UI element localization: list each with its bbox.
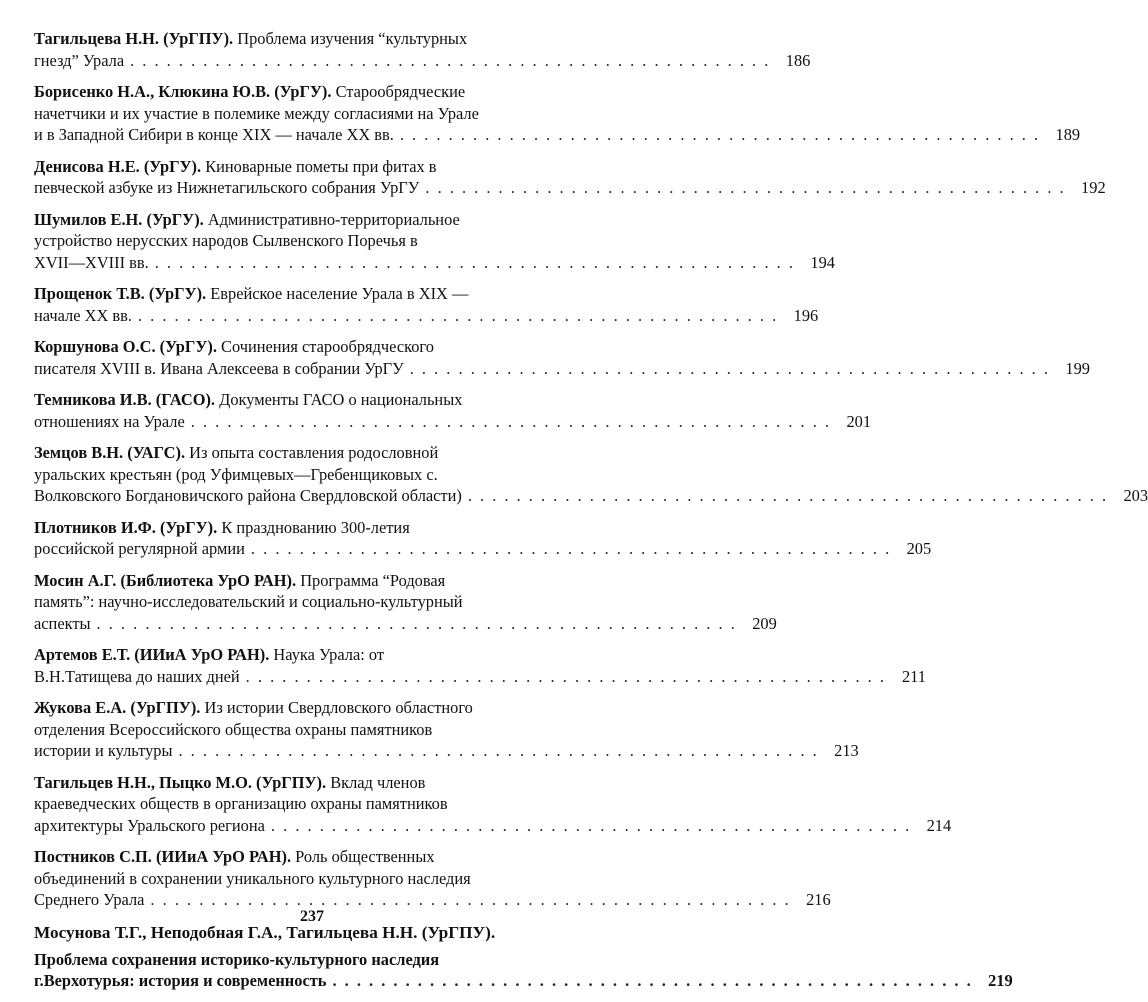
entry-title-text: Роль общественных	[295, 847, 435, 866]
entry-author: Денисова Н.Е. (УрГУ).	[34, 156, 202, 176]
leader-dots: . . . . . . . . . . . . . . . . . . . . . . . . . . . . . . . . . . . . . . . . . . . . . . . . . . . . .	[137, 305, 779, 325]
toc-entry	[34, 389, 872, 432]
entry-line	[34, 517, 578, 539]
entry-page-number: 205	[906, 539, 932, 558]
entry-line-text	[34, 613, 91, 635]
entry-author: Постников С.П. (ИИиА УрО РАН).	[34, 847, 292, 866]
entry-line	[34, 81, 578, 103]
entry-line-text	[34, 124, 394, 146]
entry-title-text: Из истории Свердловского областного	[204, 698, 473, 717]
entry-title-text: отделения Всероссийского общества охраны памятников	[34, 719, 433, 739]
leader-dots: . . . . . . . . . . . . . . . . . . . . . . . . . . . . . . . . . . . . . . . . . . . . . . . . . . . . .	[96, 613, 737, 633]
entry-line	[34, 815, 952, 837]
entry-line	[34, 177, 1106, 199]
entry-line	[34, 305, 819, 327]
entry-line	[34, 485, 1148, 507]
toc-entry	[34, 336, 1090, 379]
entry-title-text: Проблема изучения “культурных	[237, 29, 468, 48]
toc-entry	[34, 81, 1081, 146]
entry-line	[34, 697, 578, 719]
entry-title-text: писателя XVIII в. Ивана Алексеева в собрании УрГУ	[34, 358, 404, 378]
entry-title-text: Программа “Родовая	[300, 570, 446, 590]
entry-title-text: Проблема сохранения историко-культурного наследия	[34, 949, 440, 969]
entry-author-heading: Мосунова Т.Г., Неподобная Г.А., Тагильцева Н.Н. (УрГПУ).	[34, 922, 496, 942]
entry-page-number: 189	[1055, 125, 1081, 144]
toc-entry	[34, 846, 831, 911]
entry-line-text	[34, 252, 149, 274]
entry-line	[34, 389, 578, 411]
entry-title-text: В.Н.Татищева до наших дней	[34, 666, 240, 686]
toc-entry	[34, 517, 932, 560]
entry-title-text: устройство нерусских народов Сылвенского Поречья в	[34, 231, 418, 250]
entry-line	[34, 252, 835, 274]
toc-entry	[34, 949, 1013, 992]
toc-entry	[34, 283, 819, 326]
entry-title-text: Документы ГАСО о национальных	[219, 390, 463, 409]
entry-title-text: аспекты	[34, 613, 91, 633]
entry-line	[34, 793, 578, 815]
entry-line-text	[34, 485, 462, 507]
entry-title-text: К празднованию 300-летия	[221, 517, 410, 537]
entry-line	[34, 949, 578, 971]
entry-title-text: Вклад членов	[330, 772, 426, 792]
entry-line	[34, 283, 578, 305]
table-of-contents	[34, 28, 1148, 1002]
entry-line-text	[34, 970, 326, 992]
entry-line-text	[34, 740, 172, 762]
entry-author: Артемов Е.Т. (ИИиА УрО РАН).	[34, 645, 270, 664]
entry-line	[34, 50, 811, 72]
leader-dots: . . . . . . . . . . . . . . . . . . . . . . . . . . . . . . . . . . . . . . . . . . . . . . . . . . . . .	[332, 971, 973, 990]
toc-entry	[34, 209, 835, 274]
entry-author: Тагильцева Н.Н. (УрГПУ).	[34, 29, 234, 48]
entry-line-text	[34, 177, 419, 199]
entry-author: Жукова Е.А. (УрГПУ).	[34, 698, 201, 717]
leader-dots: . . . . . . . . . . . . . . . . . . . . . . . . . . . . . . . . . . . . . . . . . . . . . . . . . . . . .	[245, 666, 886, 686]
entry-line-text	[34, 815, 265, 837]
entry-title-text: гнезд” Урала	[34, 50, 125, 70]
entry-title-text: Сочинения старообрядческого	[221, 337, 434, 356]
entry-author: Плотников И.Ф. (УрГУ).	[34, 517, 218, 537]
entry-title-text: объединений в сохранении уникального культурного наследия	[34, 868, 471, 888]
entry-title-text: певческой азбуке из Нижнетагильского собрания УрГУ	[34, 178, 420, 197]
entry-line	[34, 719, 578, 741]
entry-line	[34, 846, 578, 868]
entry-title-text: российской регулярной армии	[34, 539, 245, 558]
entry-line	[34, 464, 578, 486]
entry-line	[34, 156, 578, 178]
entry-title-text: начале XX вв.	[34, 305, 132, 325]
entry-line-text	[34, 305, 132, 327]
toc-entry	[34, 697, 859, 762]
entry-author: Прощенок Т.В. (УрГУ).	[34, 284, 207, 303]
entry-line	[34, 644, 578, 666]
entry-line	[34, 666, 926, 688]
entry-title-text: Волковского Богдановичского района Свердловской области)	[34, 486, 462, 505]
entry-line-text	[34, 358, 404, 380]
entry-title-text: Из опыта составления родословной	[189, 443, 439, 462]
leader-dots: . . . . . . . . . . . . . . . . . . . . . . . . . . . . . . . . . . . . . . . . . . . . . . . . . . . . .	[409, 358, 1050, 378]
leader-dots: . . . . . . . . . . . . . . . . . . . . . . . . . . . . . . . . . . . . . . . . . . . . . . . . . . . . .	[270, 815, 912, 835]
entry-title-text: архитектуры Уральского региона	[34, 815, 265, 835]
entry-author: Тагильцев Н.Н., Пыцко М.О. (УрГПУ).	[34, 772, 327, 792]
entry-line	[34, 442, 578, 464]
entry-title-text: память”: научно-исследовательский и социально-культурный	[34, 592, 463, 611]
toc-entry	[34, 772, 952, 837]
entry-line	[34, 591, 578, 613]
toc-entry	[34, 156, 1106, 199]
leader-dots: . . . . . . . . . . . . . . . . . . . . . . . . . . . . . . . . . . . . . . . . . . . . . . . . . . . . .	[425, 178, 1066, 197]
entry-title-text: Старообрядческие	[335, 82, 466, 101]
entry-page-number: 211	[901, 666, 926, 686]
toc-entry	[34, 442, 1148, 507]
entry-line	[34, 358, 1090, 380]
leader-dots: . . . . . . . . . . . . . . . . . . . . . . . . . . . . . . . . . . . . . . . . . . . . . . . . . . . . .	[150, 890, 791, 909]
entry-page-number: 214	[926, 815, 952, 835]
entry-title-text: истории и культуры	[34, 741, 173, 760]
entry-page-number: 203	[1123, 486, 1148, 505]
entry-author: Земцов В.Н. (УАГС).	[34, 443, 186, 462]
entry-line	[34, 230, 578, 252]
entry-line	[34, 124, 1081, 146]
entry-title-text: отношениях на Урале	[34, 411, 185, 431]
leader-dots: . . . . . . . . . . . . . . . . . . . . . . . . . . . . . . . . . . . . . . . . . . . . . . . . . . . . .	[399, 125, 1041, 144]
entry-line	[34, 209, 578, 231]
entry-page-number: 201	[846, 411, 872, 431]
leader-dots: . . . . . . . . . . . . . . . . . . . . . . . . . . . . . . . . . . . . . . . . . . . . . . . . . . . . .	[130, 50, 771, 70]
entry-author: Коршунова О.С. (УрГУ).	[34, 337, 217, 356]
entry-line	[34, 970, 1013, 992]
entry-title-text: Административно-территориальное	[207, 209, 460, 229]
toc-entry	[34, 644, 926, 687]
entry-title-text: начетчики и их участие в полемике между согласиями на Урале	[34, 103, 479, 123]
entry-line-text	[34, 50, 124, 72]
entry-title-text: краеведческих обществ в организацию охраны памятников	[34, 794, 448, 813]
leader-dots: . . . . . . . . . . . . . . . . . . . . . . . . . . . . . . . . . . . . . . . . . . . . . . . . . . . . .	[190, 411, 832, 431]
entry-page-number: 199	[1065, 358, 1090, 378]
entry-page-number: 194	[810, 252, 835, 272]
entry-line	[34, 740, 859, 762]
entry-page-number: 196	[793, 305, 819, 325]
leader-dots: . . . . . . . . . . . . . . . . . . . . . . . . . . . . . . . . . . . . . . . . . . . . . . . . . . . . .	[178, 741, 819, 760]
leader-dots: . . . . . . . . . . . . . . . . . . . . . . . . . . . . . . . . . . . . . . . . . . . . . . . . . . . . .	[467, 486, 1109, 505]
entry-title-text: XVII—XVIII вв.	[34, 252, 149, 272]
entry-line-text	[34, 411, 185, 433]
entry-line	[34, 336, 578, 358]
entry-line	[34, 868, 578, 890]
entry-line	[34, 613, 777, 635]
entry-page-number: 192	[1081, 178, 1106, 197]
entry-author: Шумилов Е.Н. (УрГУ).	[34, 209, 204, 229]
entry-title-text: Среднего Урала	[34, 890, 145, 909]
entry-title-text: уральских крестьян (род Уфимцевых—Гребенщиковых с.	[34, 464, 438, 484]
entry-line	[34, 538, 932, 560]
entry-title-text: Киноварные пометы при фитах в	[205, 156, 437, 176]
leader-dots: . . . . . . . . . . . . . . . . . . . . . . . . . . . . . . . . . . . . . . . . . . . . . . . . . . . . .	[250, 539, 892, 558]
entry-page-number: 213	[834, 741, 859, 760]
leader-dots: . . . . . . . . . . . . . . . . . . . . . . . . . . . . . . . . . . . . . . . . . . . . . . . . . . . . .	[154, 252, 795, 272]
entry-page-number: 219	[988, 971, 1013, 990]
entry-title-text: г.Верхотурья: история и современность	[34, 971, 327, 990]
entry-line	[34, 28, 578, 50]
entry-line-text	[34, 666, 240, 688]
entry-page-number: 209	[752, 613, 777, 633]
toc-entry	[34, 570, 777, 635]
entry-title-text: и в Западной Сибири в конце XIX — начале XX вв.	[34, 125, 394, 144]
page-number: 237	[300, 908, 324, 925]
entry-title-text: Еврейское население Урала в XIX —	[210, 284, 469, 303]
entry-line	[34, 570, 578, 592]
entry-author: Темникова И.В. (ГАСО).	[34, 390, 216, 409]
entry-line-text	[34, 538, 245, 560]
entry-line	[34, 772, 578, 794]
entry-author: Мосин А.Г. (Библиотека УрО РАН).	[34, 570, 297, 590]
entry-line	[34, 103, 578, 125]
entry-page-number: 186	[785, 50, 811, 70]
entry-title-text: Наука Урала: от	[273, 645, 385, 664]
toc-entry	[34, 28, 811, 71]
entry-author: Борисенко Н.А., Клюкина Ю.В. (УрГУ).	[34, 82, 332, 101]
entry-page-number: 216	[806, 890, 831, 909]
entry-line	[34, 411, 872, 433]
